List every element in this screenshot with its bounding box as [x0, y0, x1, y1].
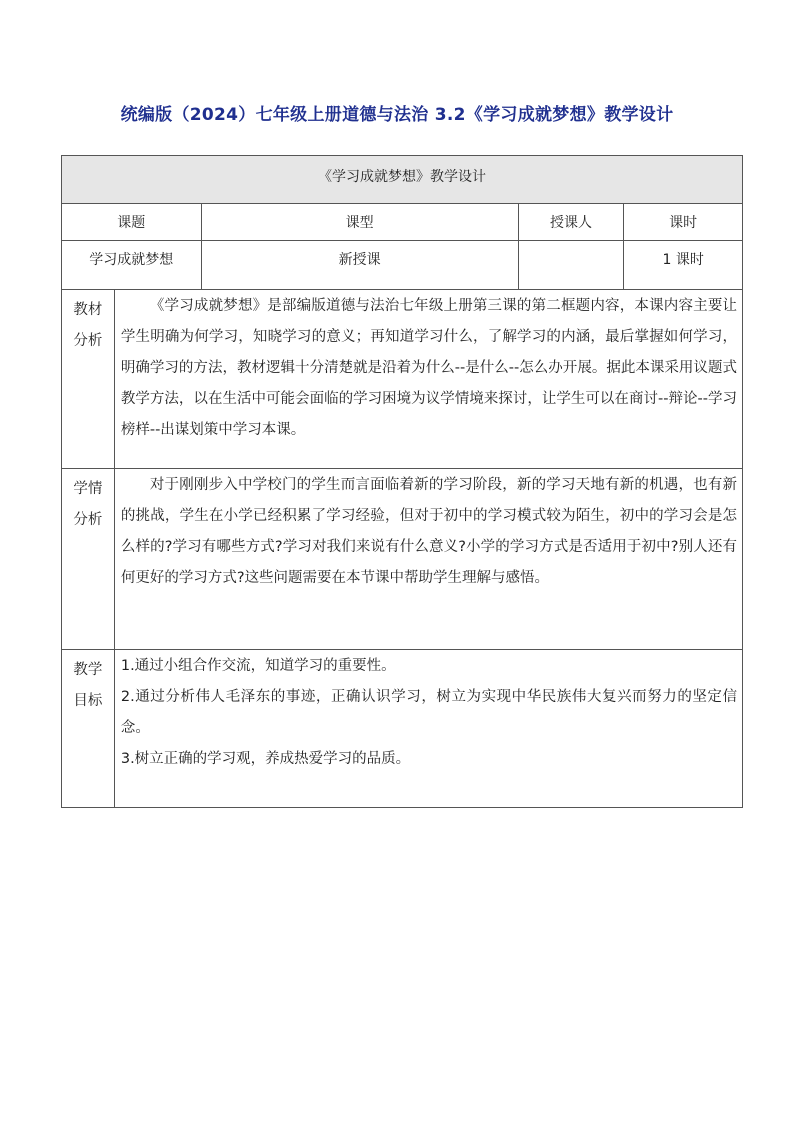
table-caption: 《学习成就梦想》教学设计	[318, 169, 486, 185]
section-label-line2: 目标	[73, 693, 103, 709]
table-caption-row	[62, 156, 742, 204]
page-title: 统编版（2024）七年级上册道德与法治 3.2《学习成就梦想》教学设计	[120, 105, 674, 125]
section-teaching-goals	[62, 650, 742, 807]
section-label-line2: 分析	[73, 512, 103, 528]
goal-item: 2.通过分析伟人毛泽东的事迹，正确认识学习，树立为实现中华民族伟大复兴而努力的坚定信念。	[120, 689, 737, 736]
table-header-row	[62, 204, 742, 241]
goal-item: 3.树立正确的学习观，养成热爱学习的品质。	[120, 751, 411, 767]
section-label	[62, 469, 115, 649]
section-textbook-analysis	[62, 290, 742, 469]
section-label	[62, 290, 115, 468]
header-periods: 课时	[669, 215, 698, 231]
section-label-line1: 学情	[73, 481, 103, 497]
section-content	[115, 290, 742, 468]
lesson-plan-table	[61, 155, 743, 808]
value-teacher	[519, 241, 625, 289]
section-student-analysis	[62, 469, 742, 650]
section-label-line1: 教材	[73, 302, 103, 318]
student-analysis-text: 对于刚刚步入中学校门的学生而言面临着新的学习阶段，新的学习天地有新的机遇，也有新的挑战，学生在小学已经积累了学习经验，但对于初中的学习模式较为陌生，初中的学习会是怎么样的?学习有哪些方式?学习对我们来说有什么意义?小学的学习方式是否适用于初中?别人还有何更好的学习方式?这些问题需要在本节课中帮助学生理解与感悟。	[120, 477, 737, 586]
textbook-analysis-text: 《学习成就梦想》是部编版道德与法治七年级上册第三课的第二框题内容，本课内容主要让学生明确为何学习，知晓学习的意义；再知道学习什么，了解学习的内涵，最后掌握如何学习，明确学习的方法，教材逻辑十分清楚就是沿着为什么--是什么--怎么办开展。据此本课采用议题式教学方法，以在生活中可能会面临的学习困境为议学情境来探讨，让学生可以在商讨--辩论--学习榜样--出谋划策中学习本课。	[120, 298, 737, 438]
header-topic: 课题	[62, 204, 202, 240]
value-periods: 1 课时	[662, 252, 704, 268]
goal-item: 1.通过小组合作交流，知道学习的重要性。	[120, 658, 396, 674]
section-content	[115, 469, 742, 649]
header-lesson-type: 课型	[202, 204, 519, 240]
section-content	[115, 650, 742, 807]
section-label-line2: 分析	[73, 333, 103, 349]
value-topic: 学习成就梦想	[62, 241, 202, 289]
section-label	[62, 650, 115, 807]
table-values-row	[62, 241, 742, 290]
header-teacher: 授课人	[519, 204, 625, 240]
section-label-line1: 教学	[73, 662, 103, 678]
value-lesson-type: 新授课	[202, 241, 519, 289]
